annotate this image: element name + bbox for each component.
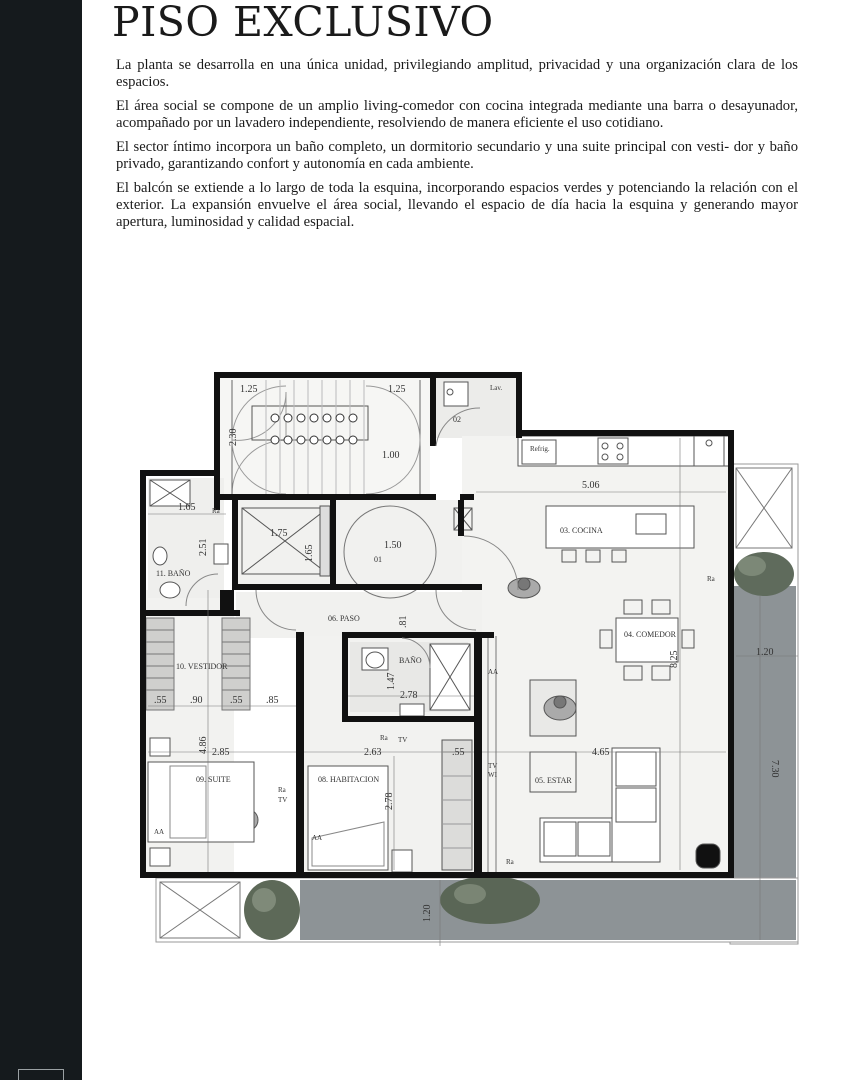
tag-ra-suite: Ra: [278, 786, 286, 794]
dim-bedroom-h: 2.78: [384, 792, 395, 810]
room-label-bedroom: 08. HABITACION: [318, 775, 380, 784]
sidebar-corner-box: [18, 1069, 64, 1080]
dim-stair-height: 2.30: [228, 428, 239, 446]
dim-balcony-side: 1.20: [756, 647, 774, 658]
paragraph-social-area: El área social se compone de un amplio living-comedor con cocina integrada mediante una barra o desayunador, acompañado por un lavadero independiente, resolviendo de manera eficiente el uso cotidiano.: [116, 98, 798, 131]
dim-suite-bath-w: 1.65: [178, 502, 196, 513]
dim-closet-4: .85: [266, 695, 279, 706]
room-label-suite: 09. SUITE: [196, 775, 231, 784]
dim-living-w: 4.65: [592, 747, 610, 758]
tag-ra-bath: Ra: [380, 734, 388, 742]
room-label-hall: 01: [374, 555, 382, 564]
tag-refrig: Refrig.: [530, 445, 550, 453]
dim-stair-left: 1.25: [240, 384, 258, 395]
tag-lav: Lav.: [490, 384, 503, 392]
left-sidebar-band: [0, 0, 82, 1080]
tag-ra-suite-bath: Ra: [212, 507, 220, 515]
dim-balcony-len: 7.30: [769, 760, 780, 778]
dim-elev-h: 1.65: [304, 544, 315, 562]
dim-elev-w: 1.75: [270, 528, 288, 539]
tag-aa-suite: AA: [154, 828, 165, 836]
dim-suite-h: 4.86: [198, 736, 209, 754]
tag-aa-bedroom: AA: [312, 834, 323, 842]
dim-bedroom-w: 2.63: [364, 747, 382, 758]
room-label-closet: 10. VESTIDOR: [176, 662, 228, 671]
dim-dining-h: 8.25: [669, 650, 680, 668]
room-label-laundry: 02: [453, 415, 461, 424]
room-label-living: 05. ESTAR: [535, 776, 572, 785]
dim-suite-w: 2.85: [212, 747, 230, 758]
paragraph-private-area: El sector íntimo incorpora un baño completo, un dormitorio secundario y una suite principal con vesti- dor y baño privado, garantizando confort y autonomía en cada ambiente.: [116, 139, 798, 172]
tag-tv-bath: TV: [398, 736, 408, 744]
dim-hall-w: 1.50: [384, 540, 402, 551]
tag-ra-kitchen: Ra: [707, 575, 715, 583]
dim-bath-h: 1.47: [386, 672, 397, 690]
paragraph-balcony: El balcón se extiende a lo largo de toda la esquina, incorporando espacios verdes y potenciando la relación con el exterior. La expansión envuelve el área social, llevando el espacio de día hacia la esquina y generando mayor apertura, luminosidad y calidad espacial.: [116, 180, 798, 230]
tag-tv-suite: TV: [278, 796, 288, 804]
dim-suite-bath-h: 2.51: [198, 538, 209, 556]
dim-closet-2: .90: [190, 695, 203, 706]
room-label-hallway: 06. PASO: [328, 614, 360, 623]
dim-kitchen-w: 5.06: [582, 480, 600, 491]
tag-ra-living: Ra: [506, 858, 514, 866]
tag-wi-living: WI: [488, 771, 497, 779]
dim-bath-w: 2.78: [400, 690, 418, 701]
dim-hallway-h: .81: [398, 615, 409, 628]
room-label-dining: 04. COMEDOR: [624, 630, 677, 639]
room-label-kitchen: 03. COCINA: [560, 526, 603, 535]
dim-stair-right: 1.25: [388, 384, 406, 395]
dim-bedroom-closet: .55: [452, 747, 465, 758]
intro-text: [116, 57, 798, 238]
page-title: PISO EXCLUSIVO: [112, 0, 494, 46]
dim-closet-1: .55: [154, 695, 167, 706]
tag-tv-living: TV: [488, 762, 498, 770]
room-label-bath: BAÑO: [399, 656, 422, 665]
paragraph-layout: La planta se desarrolla en una única unidad, privilegiando amplitud, privacidad y una organización clara de los espacios.: [116, 57, 798, 90]
room-label-suite-bath: 11. BAÑO: [156, 569, 191, 578]
tag-aa-living: AA: [488, 668, 499, 676]
dim-stair-landing: 1.00: [382, 450, 400, 461]
floor-plan: [138, 368, 802, 950]
dim-closet-3: .55: [230, 695, 243, 706]
dim-balcony-front: 1.20: [422, 904, 433, 922]
